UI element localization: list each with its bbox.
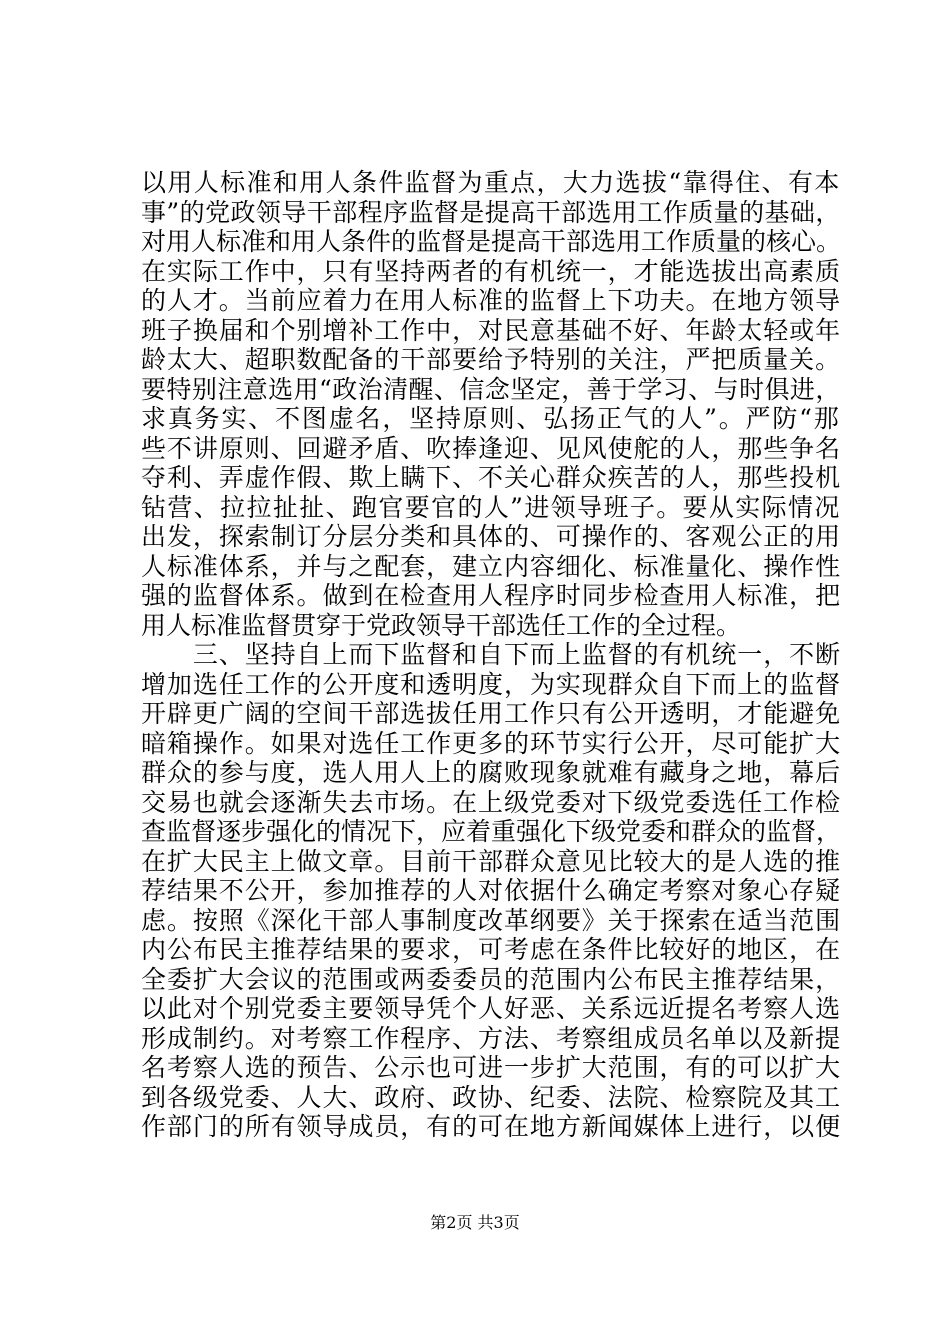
text-line: 开辟更广阔的空间干部选拔任用工作只有公开透明，才能避免 [141, 699, 841, 728]
text-line: 增加选任工作的公开度和透明度，为实现群众自下而上的监督 [141, 669, 841, 699]
text-line: 群众的参与度，选人用人上的腐败现象就难有藏身之地，幕后 [141, 758, 841, 787]
text-line: 虑。按照《深化干部人事制度改革纲要》关于探索在适当范围 [141, 905, 841, 935]
text-line: 以用人标准和用人条件监督为重点，大力选拔“靠得住、有本 [141, 168, 841, 197]
body-text [141, 168, 841, 1142]
text-line: 到各级党委、人大、政府、政协、纪委、法院、检察院及其工 [141, 1082, 841, 1112]
text-line: 要特别注意选用“政治清醒、信念坚定，善于学习、与时俱进， [141, 374, 841, 404]
text-line: 作部门的所有领导成员，有的可在地方新闻媒体上进行，以便 [141, 1112, 841, 1141]
text-line: 龄太大、超职数配备的干部要给予特别的关注，严把质量关。 [141, 345, 841, 374]
text-line: 班子换届和个别增补工作中，对民意基础不好、年龄太轻或年 [141, 315, 841, 345]
text-line: 事”的党政领导干部程序监督是提高干部选用工作质量的基础， [141, 197, 841, 227]
text-line: 在实际工作中，只有坚持两者的有机统一，才能选拔出高素质 [141, 256, 841, 286]
text-line: 在扩大民主上做文章。目前干部群众意见比较大的是人选的推 [141, 846, 841, 876]
text-line: 强的监督体系。做到在检查用人程序时同步检查用人标准，把 [141, 581, 841, 610]
text-line: 出发，探索制订分层分类和具体的、可操作的、客观公正的用 [141, 522, 841, 551]
text-line: 内公布民主推荐结果的要求，可考虑在条件比较好的地区，在 [141, 935, 841, 964]
text-line: 钻营、拉拉扯扯、跑官要官的人”进领导班子。要从实际情况 [141, 492, 841, 522]
text-line: 三、坚持自上而下监督和自下而上监督的有机统一，不断 [141, 640, 841, 669]
text-line: 的人才。当前应着力在用人标准的监督上下功夫。在地方领导 [141, 286, 841, 315]
page-footer: 第2页 共3页 [430, 1213, 520, 1232]
text-line: 查监督逐步强化的情况下，应着重强化下级党委和群众的监督， [141, 817, 841, 846]
text-line: 交易也就会逐渐失去市场。在上级党委对下级党委选任工作检 [141, 787, 841, 817]
text-line: 全委扩大会议的范围或两委委员的范围内公布民主推荐结果， [141, 964, 841, 994]
text-line: 求真务实、不图虚名，坚持原则、弘扬正气的人”。严防“那 [141, 404, 841, 433]
text-line: 人标准体系，并与之配套，建立内容细化、标准量化、操作性 [141, 551, 841, 581]
text-line: 对用人标准和用人条件的监督是提高干部选用工作质量的核心。 [141, 227, 841, 256]
text-line: 些不讲原则、回避矛盾、吹捧逢迎、见风使舵的人，那些争名 [141, 433, 841, 463]
text-line: 用人标准监督贯穿于党政领导干部选任工作的全过程。 [141, 610, 742, 640]
text-line: 以此对个别党委主要领导凭个人好恶、关系远近提名考察人选 [141, 994, 841, 1023]
text-line: 形成制约。对考察工作程序、方法、考察组成员名单以及新提 [141, 1023, 841, 1053]
text-line: 名考察人选的预告、公示也可进一步扩大范围，有的可以扩大 [141, 1053, 841, 1082]
text-line: 暗箱操作。如果对选任工作更多的环节实行公开，尽可能扩大 [141, 728, 841, 758]
text-line: 夺利、弄虚作假、欺上瞒下、不关心群众疾苦的人，那些投机 [141, 463, 841, 492]
text-line: 荐结果不公开，参加推荐的人对依据什么确定考察对象心存疑 [141, 876, 841, 905]
